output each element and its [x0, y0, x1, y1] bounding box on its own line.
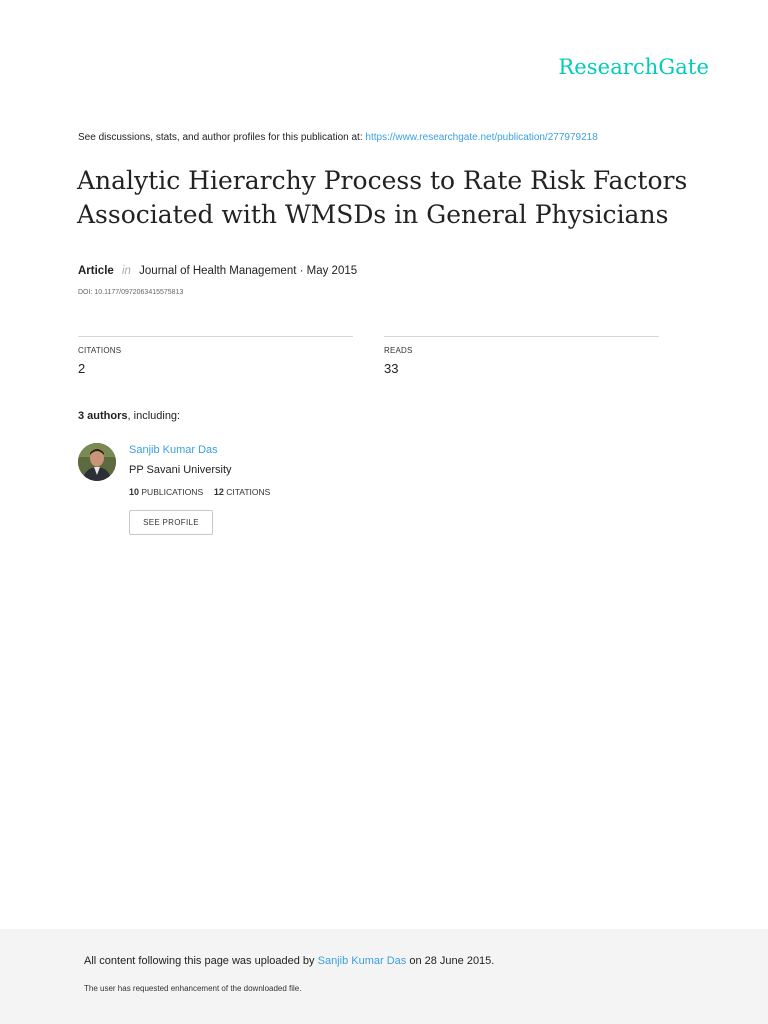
- reads-stat: [384, 336, 659, 376]
- reads-label: READS: [384, 346, 413, 355]
- citations-stat: [78, 336, 353, 376]
- author-publications-label: PUBLICATIONS: [141, 487, 204, 497]
- publication-title: Analytic Hierarchy Process to Rate Risk Factors Associated with WMSDs in General Physicians: [77, 166, 688, 229]
- authors-suffix: , including:: [127, 410, 181, 422]
- see-profile-button[interactable]: SEE PROFILE: [129, 510, 213, 535]
- citations-value: 2: [78, 361, 86, 376]
- avatar[interactable]: [78, 443, 116, 481]
- discussion-notice: [78, 132, 598, 143]
- author-stats: [129, 487, 270, 497]
- publication-type: Article: [78, 265, 114, 277]
- publication-url-link[interactable]: https://www.researchgate.net/publication/277979218: [365, 132, 598, 143]
- author-institution: PP Savani University: [129, 464, 232, 476]
- author-citations-count: 12: [213, 487, 224, 497]
- discussion-text: See discussions, stats, and author profiles for this publication at:: [78, 132, 363, 143]
- footer: [0, 929, 768, 1024]
- avatar-image: [78, 443, 116, 481]
- publication-meta: [78, 265, 357, 277]
- upload-prefix: All content following this page was uploaded by: [84, 955, 315, 967]
- upload-suffix: on 28 June 2015.: [409, 955, 495, 967]
- doi: DOI: 10.1177/0972063415575813: [78, 289, 184, 296]
- reads-value: 33: [384, 361, 399, 376]
- in-label: in: [122, 265, 131, 277]
- enhancement-note: The user has requested enhancement of the downloaded file.: [84, 984, 302, 993]
- author-citations-label: CITATIONS: [226, 487, 271, 497]
- uploader-link[interactable]: Sanjib Kumar Das: [317, 955, 407, 967]
- author-name-link[interactable]: Sanjib Kumar Das: [129, 444, 218, 456]
- author-publications-count: 10: [129, 487, 140, 497]
- upload-notice: [84, 955, 494, 967]
- researchgate-logo[interactable]: ResearchGate: [558, 55, 709, 79]
- authors-count: 3 authors: [78, 410, 128, 422]
- authors-heading: [78, 410, 180, 422]
- citations-label: CITATIONS: [78, 346, 122, 355]
- journal-info: Journal of Health Management · May 2015: [139, 265, 358, 277]
